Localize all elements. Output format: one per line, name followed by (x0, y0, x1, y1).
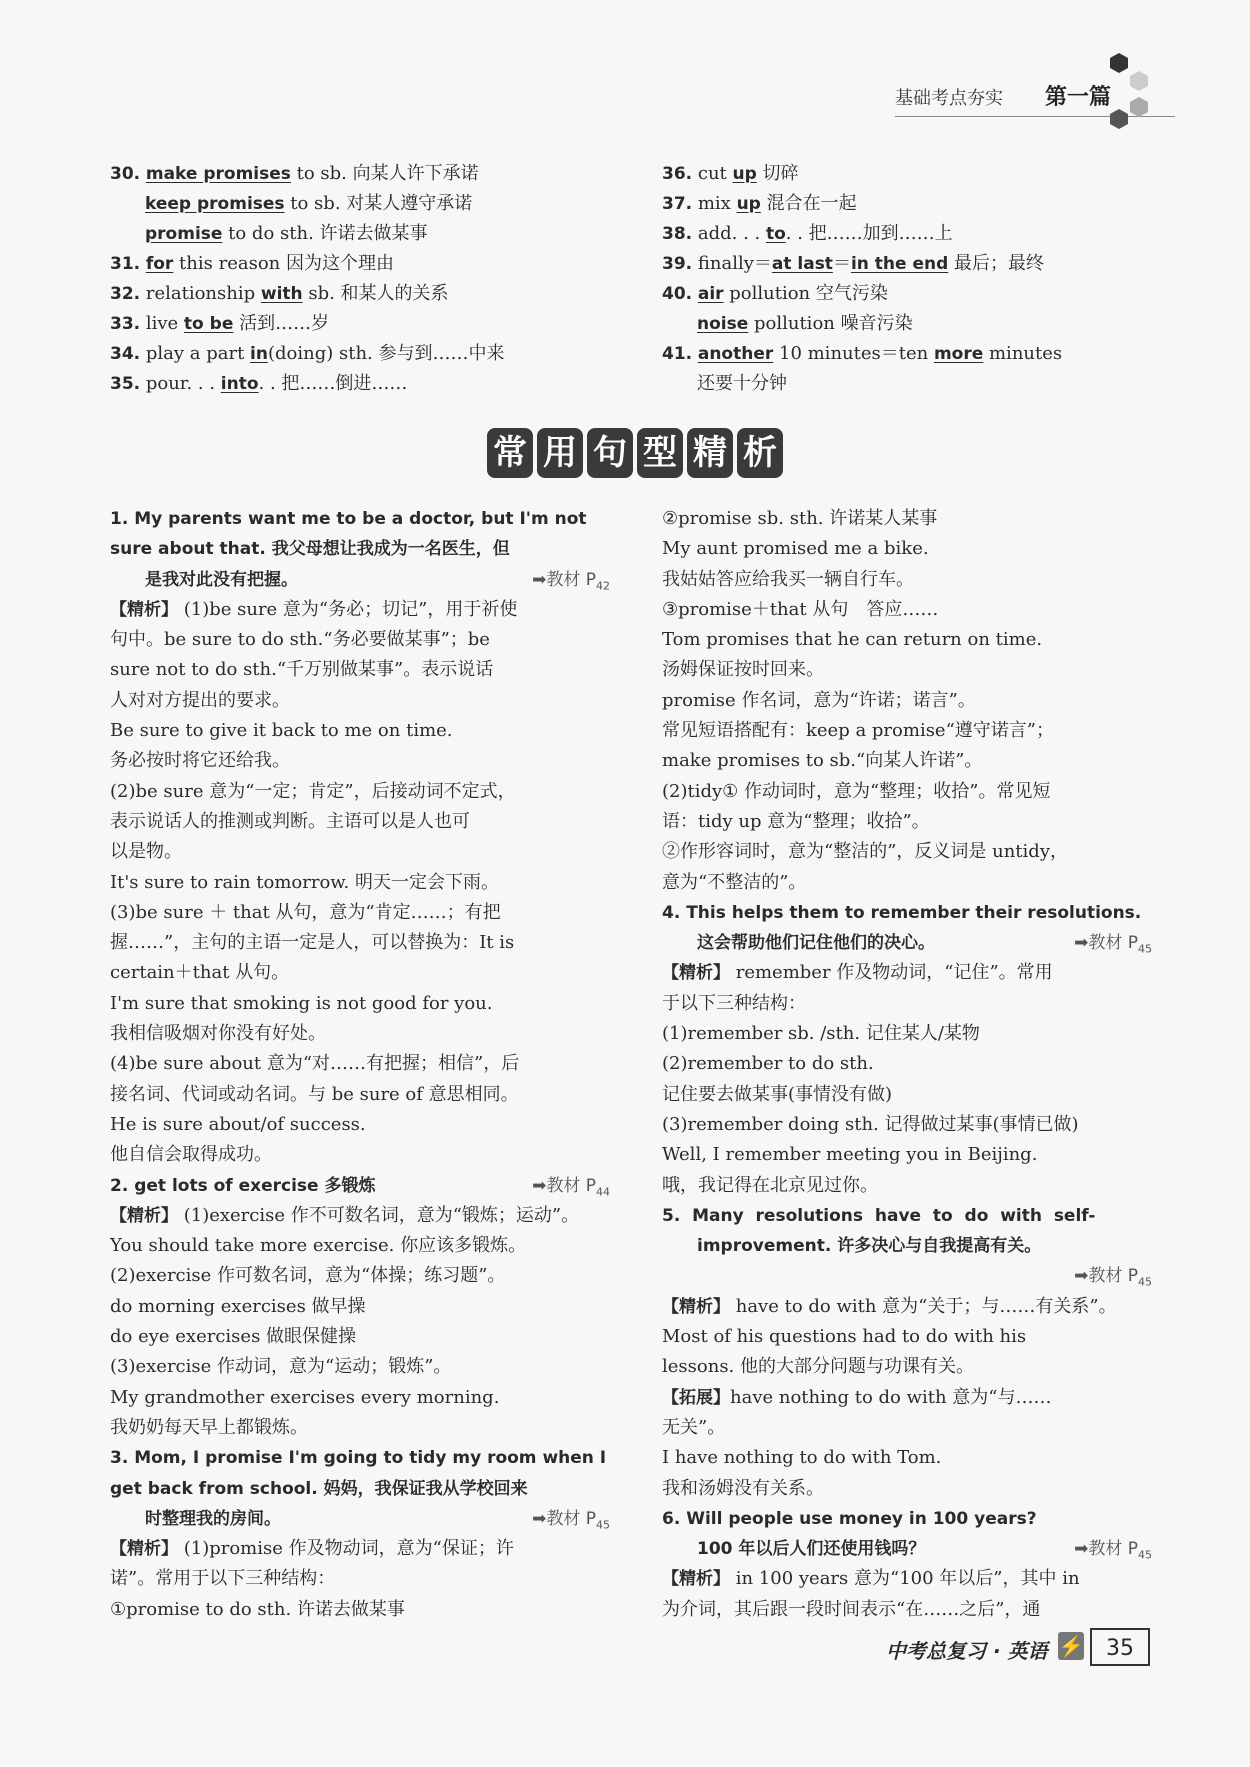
hexagon-icon (1128, 96, 1150, 118)
q1-heading-row: 是我对此没有把握。 ➡教材 $P_{42}$ (110, 565, 610, 595)
q3-line: ②promise sb. sth. 许诺某人某事 (662, 508, 938, 529)
q6-line: 【精析】 in 100 years 意为“100 年以后”，其中 in (662, 1568, 1080, 1590)
hexagon-icon (1108, 52, 1130, 74)
q3-line: Tom promises that he can return on time. (662, 629, 1043, 651)
q1-line: I'm sure that smoking is not good for you. (110, 992, 493, 1014)
q3-line: ①promise to do sth. 许诺去做某事 (110, 1598, 405, 1620)
q1-line: (2)be sure 意为“一定；肯定”，后接动词不定式， (110, 780, 516, 802)
q2-line: 【精析】 (1)exercise 作不可数名词，意为“锻炼；运动”。 (110, 1204, 580, 1226)
q3-heading-row: 时整理我的房间。 ➡教材 $P_{45}$ (110, 1504, 610, 1534)
banner-char: 常 (487, 428, 533, 478)
phrase-31: 31. for this reason 因为这个理由 (110, 253, 394, 274)
q4-line: (1)remember sb. /sth. 记住某人/某物 (662, 1023, 980, 1045)
q3-line: make promises to sb.“向某人许诺”。 (662, 750, 983, 772)
phrase-41: 41. another 10 minutes＝ten more minutes (662, 343, 1063, 364)
q4-line: 于以下三种结构： (662, 992, 806, 1014)
q1-line: 【精析】 (1)be sure 意为“务必；切记”，用于祈使 (110, 598, 518, 620)
phrase-38: 38. add. . . to. . 把……加到……上 (662, 223, 953, 244)
q2-heading-row: 2. get lots of exercise 多锻炼 ➡教材 $P_{44}$ (110, 1171, 610, 1201)
analysis-right-column (662, 504, 1152, 1625)
q2-line: My grandmother exercises every morning. (110, 1386, 500, 1408)
q3-heading: get back from school. 妈妈，我保证我从学校回来 (110, 1478, 528, 1499)
q3-line: 语：tidy up 意为“整理；收拾”。 (662, 810, 930, 832)
q5-line: Most of his questions had to do with his (662, 1326, 1027, 1348)
phrase-30b: keep promises to sb. 对某人遵守承诺 (145, 193, 473, 214)
q1-line: 表示说话人的推测或判断。主语可以是人也可 (110, 810, 470, 832)
q5-line: 无关”。 (662, 1416, 726, 1438)
q6-line: 为介词，其后跟一段时间表示“在……之后”，通 (662, 1598, 1041, 1620)
phrase-35: 35. pour. . . into. . 把……倒进…… (110, 373, 408, 394)
q6-heading: 6. Will people use money in 100 years? (662, 1508, 1037, 1529)
q4-line: (2)remember to do sth. (662, 1053, 874, 1075)
q2-line: You should take more exercise. 你应该多锻炼。 (110, 1235, 527, 1257)
q3-line: 常见短语搭配有：keep a promise“遵守诺言”； (662, 720, 1054, 742)
q5-heading: 5. Many resolutions have to do with self- (662, 1205, 1096, 1226)
q3-line: My aunt promised me a bike. (662, 538, 929, 560)
banner-char: 精 (687, 428, 733, 478)
q1-line: certain＋that 从句。 (110, 962, 290, 984)
q1-line: Be sure to give it back to me on time. (110, 720, 453, 742)
banner-char: 用 (537, 428, 583, 478)
q5-line: 【拓展】have nothing to do with 意为“与…… (662, 1386, 1052, 1408)
q3-line: ③promise＋that 从句 答应…… (662, 598, 939, 620)
hexagon-icon (1128, 70, 1150, 92)
q4-heading: 4. This helps them to remember their resolutions. (662, 902, 1142, 923)
q4-line: 哦，我记得在北京见过你。 (662, 1174, 878, 1196)
q3-line: 诺”。常用于以下三种结构： (110, 1568, 336, 1590)
q2-line: 我奶奶每天早上都锻炼。 (110, 1416, 308, 1438)
phrase-36: 36. cut up 切碎 (662, 163, 799, 184)
q1-line: 人对对方提出的要求。 (110, 689, 290, 711)
header-part-label: 第一篇 (1045, 85, 1112, 110)
q2-line: do eye exercises 做眼保健操 (110, 1326, 357, 1348)
lightning-icon: ⚡ (1058, 1634, 1084, 1658)
q1-line: (3)be sure ＋ that 从句，意为“肯定……；有把 (110, 901, 501, 923)
hexagon-icon (1108, 108, 1130, 130)
q3-line: promise 作名词，意为“许诺；诺言”。 (662, 689, 976, 711)
page-number: 35 (1090, 1628, 1150, 1666)
q1-line: It's sure to rain tomorrow. 明天一定会下雨。 (110, 871, 499, 893)
analysis-left-column (110, 504, 610, 1625)
q1-line: 句中。be sure to do sth.“务必要做某事”；be (110, 629, 490, 651)
q3-line: 意为“不整洁的”。 (662, 871, 807, 893)
q3-line: ②作形容词时，意为“整洁的”，反义词是 untidy， (662, 841, 1068, 863)
textbook-ref: ➡教材 $P_{45}$ (532, 1508, 610, 1532)
phrase-30c: promise to do sth. 许诺去做某事 (145, 223, 428, 244)
phrase-32: 32. relationship with sb. 和某人的关系 (110, 283, 449, 304)
q4-line: (3)remember doing sth. 记得做过某事(事情已做) (662, 1113, 1079, 1135)
q4-line: 记住要去做某事(事情没有做) (662, 1083, 893, 1105)
section-banner (487, 428, 787, 478)
textbook-ref: ➡教材 $P_{44}$ (532, 1175, 610, 1198)
q1-heading: 1. My parents want me to be a doctor, but I'm not (110, 509, 587, 529)
q5-ref-row (662, 1261, 1152, 1291)
banner-char: 句 (587, 428, 633, 478)
phrase-40a: 40. air pollution 空气污染 (662, 283, 888, 304)
book-label: 中考总复习 · 英语 (886, 1639, 1048, 1663)
q1-line: 我相信吸烟对你没有好处。 (110, 1023, 326, 1045)
q1-line: He is sure about/of success. (110, 1113, 366, 1135)
q4-line: Well, I remember meeting you in Beijing. (662, 1144, 1038, 1166)
q4-heading-row: 这会帮助他们记住他们的决心。 ➡教材 $P_{45}$ (662, 928, 1152, 958)
q1-heading: sure about that. 我父母想让我成为一名医生，但 (110, 539, 510, 560)
phrase-list-right (662, 159, 1162, 399)
q1-line: 以是物。 (110, 841, 182, 863)
phrase-list-left (110, 159, 610, 399)
q1-line: 接名词、代词或动名词。与 be sure of 意思相同。 (110, 1083, 519, 1105)
q3-line: 我姑姑答应给我买一辆自行车。 (662, 568, 914, 590)
textbook-ref: ➡教材 $P_{45}$ (1074, 933, 1152, 956)
header-section-label: 基础考点夯实 (895, 88, 1003, 109)
phrase-37: 37. mix up 混合在一起 (662, 193, 857, 214)
q2-line: (2)exercise 作可数名词，意为“体操；练习题”。 (110, 1265, 506, 1287)
phrase-33: 33. live to be 活到……岁 (110, 313, 330, 334)
q4-line: 【精析】 remember 作及物动词，“记住”。常用 (662, 962, 1053, 984)
textbook-ref: ➡教材 $P_{45}$ (1074, 1539, 1152, 1562)
textbook-ref: ➡教材 $P_{45}$ (1074, 1266, 1152, 1289)
banner-char: 型 (637, 428, 683, 478)
phrase-30a: 30. make promises to sb. 向某人许下承诺 (110, 163, 479, 184)
q3-line: (2)tidy① 作动词时，意为“整理；收拾”。常见短 (662, 780, 1051, 802)
phrase-34: 34. play a part in(doing) sth. 参与到……中来 (110, 343, 505, 364)
q1-line: 务必按时将它还给我。 (110, 750, 290, 772)
phrase-39: 39. finally＝at last＝in the end 最后；最终 (662, 253, 1044, 274)
q1-line: 握……”，主句的主语一定是人，可以替换为：It is (110, 932, 515, 954)
q2-line: (3)exercise 作动词，意为“运动；锻炼”。 (110, 1356, 452, 1378)
q6-heading-row: 100 年以后人们还使用钱吗？ ➡教材 $P_{45}$ (662, 1534, 1152, 1564)
textbook-ref: ➡教材 $P_{42}$ (532, 569, 610, 592)
q1-line: sure not to do sth.“千万别做某事”。表示说话 (110, 659, 494, 681)
phrase-40b: noise pollution 噪音污染 (697, 313, 913, 334)
q2-line: do morning exercises 做早操 (110, 1295, 366, 1317)
q3-line: 汤姆保证按时回来。 (662, 659, 824, 681)
q3-line: 【精析】 (1)promise 作及物动词，意为“保证；许 (110, 1538, 514, 1560)
phrase-41-cn: 还要十分钟 (697, 373, 787, 394)
q5-line: 我和汤姆没有关系。 (662, 1477, 824, 1499)
q5-heading: improvement. 许多决心与自我提高有关。 (697, 1236, 1042, 1257)
q1-line: (4)be sure about 意为“对……有把握；相信”，后 (110, 1053, 520, 1075)
q3-heading: 3. Mom, I promise I'm going to tidy my room when I (110, 1448, 607, 1469)
banner-char: 析 (737, 428, 783, 478)
q5-line: lessons. 他的大部分问题与功课有关。 (662, 1356, 974, 1378)
q1-line: 他自信会取得成功。 (110, 1144, 272, 1166)
q5-line: I have nothing to do with Tom. (662, 1447, 942, 1469)
q5-line: 【精析】 have to do with 意为“关于；与……有关系”。 (662, 1295, 1117, 1317)
